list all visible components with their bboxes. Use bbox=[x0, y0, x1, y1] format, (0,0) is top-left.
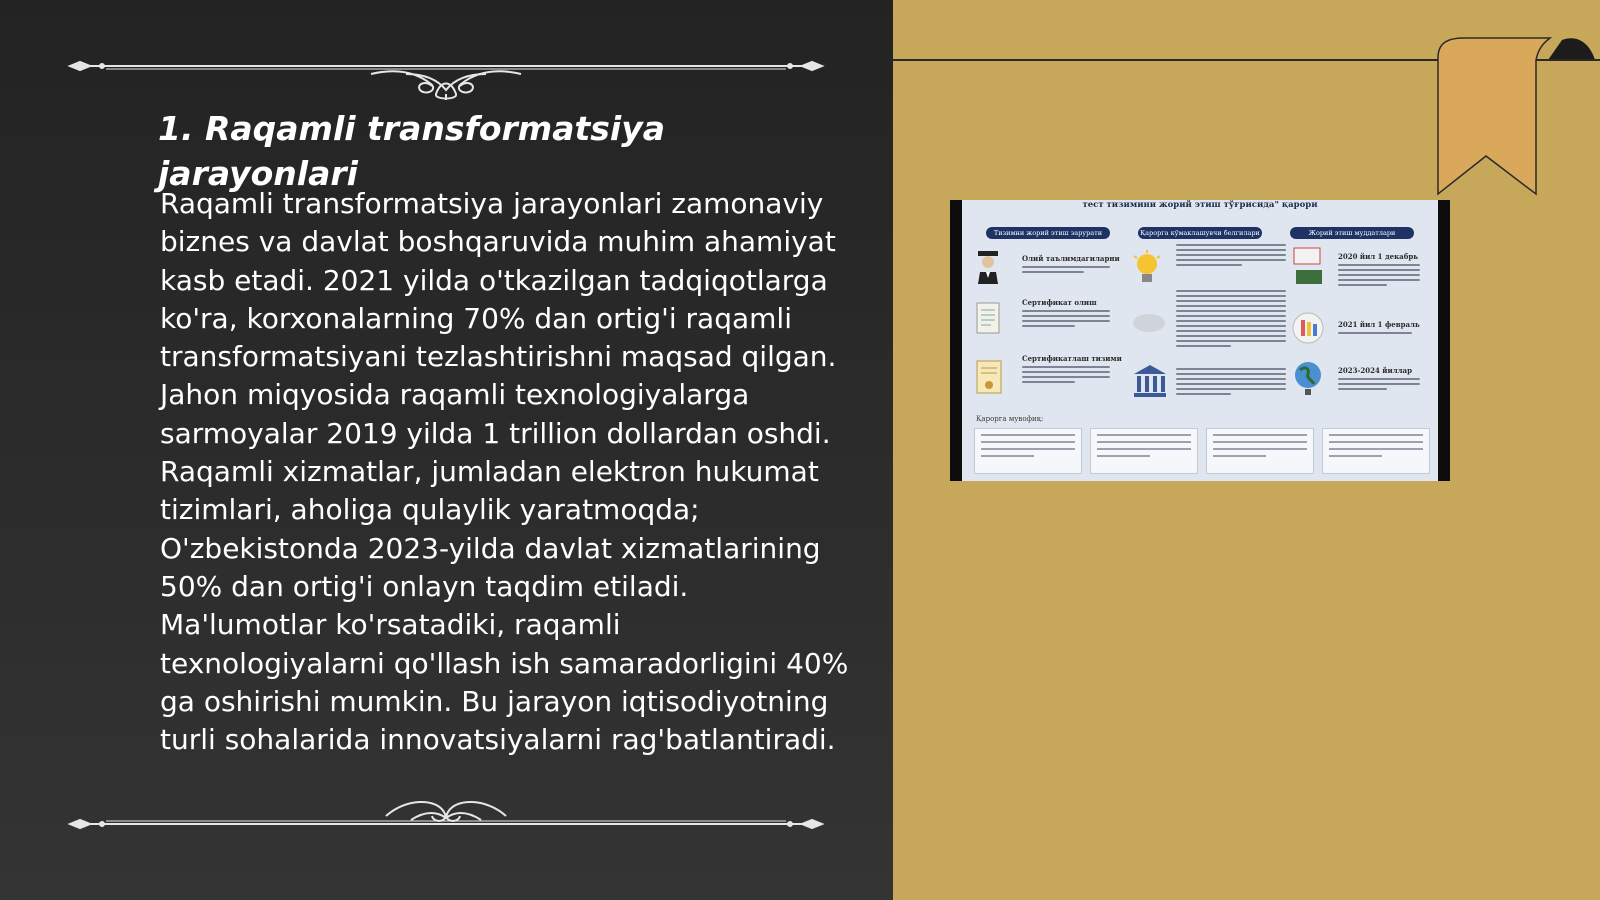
bookmark-ribbon-icon bbox=[1430, 30, 1600, 200]
lab-flask-icon bbox=[1292, 312, 1324, 344]
handshake-icon bbox=[1132, 312, 1166, 334]
infographic-summary-box bbox=[1090, 428, 1198, 474]
infographic-item-text bbox=[1022, 266, 1110, 276]
infographic-content bbox=[962, 200, 1438, 481]
globe-icon bbox=[1292, 360, 1324, 396]
infographic-column-header: Жорий этиш муддатлари bbox=[1290, 227, 1414, 239]
infographic-item-text bbox=[1338, 264, 1420, 289]
infographic-text-block bbox=[1176, 368, 1286, 398]
infographic-item-text bbox=[1338, 332, 1420, 337]
infographic-item-text bbox=[1338, 378, 1420, 393]
books-icon bbox=[1292, 246, 1324, 288]
lightbulb-icon bbox=[1132, 250, 1162, 284]
infographic-column-header: Қарорга кўмаклашувчи белгилари bbox=[1138, 227, 1262, 239]
infographic-timeline-date: 2023-2024 йиллар bbox=[1338, 366, 1412, 375]
infographic-timeline-date: 2021 йил 1 февраль bbox=[1338, 320, 1420, 329]
infographic-summary-box bbox=[1322, 428, 1430, 474]
infographic-image bbox=[950, 200, 1450, 481]
infographic-timeline-date: 2020 йил 1 декабрь bbox=[1338, 252, 1419, 261]
certificate-icon bbox=[976, 360, 1002, 394]
infographic-summary-box bbox=[974, 428, 1082, 474]
infographic-text-block bbox=[1176, 244, 1286, 269]
infographic-item-text bbox=[1022, 366, 1110, 386]
graduate-icon bbox=[976, 248, 1000, 284]
document-icon bbox=[976, 302, 1000, 334]
infographic-text-block bbox=[1176, 290, 1286, 350]
infographic-item-title: Олий таълимдагиларни bbox=[1022, 254, 1120, 263]
infographic-item-title: Сертификатлаш тизими bbox=[1022, 354, 1122, 363]
infographic-column-header: Тизимни жорий этиш зарурати bbox=[986, 227, 1110, 239]
government-building-icon bbox=[1132, 364, 1168, 398]
infographic-bottom-label: Қарорга мувофиқ: bbox=[976, 415, 1044, 423]
infographic-item-text bbox=[1022, 310, 1110, 330]
infographic-item-title: Сертификат олиш bbox=[1022, 298, 1097, 307]
bottom-flourish-divider-icon bbox=[66, 790, 826, 840]
top-flourish-divider-icon bbox=[66, 50, 826, 100]
slide-title: 1. Raqamli transformatsiya jarayonlari bbox=[158, 109, 665, 193]
slide-body-text: Raqamli transformatsiya jarayonlari zamonaviy biznes va davlat boshqaruvida muhim ahamiyat kasb etadi. 2021 yilda o'tkazilgan tadqiqotlarga ko'ra, korxonalarning 70% dan ortig'i raqamli transformatsiyani tezlashtirishni maqsad qilgan. Jahon miqyosida raqamli texnologiyalarga sarmoyalar 2019 yilda 1 trillion dollardan oshdi. Raqamli xizmatlar, jumladan elektron hukumat tizimlari, aholiga qulaylik yaratmoqda; O'zbekistonda 2023-yilda davlat xizmatlarining 50% dan ortig'i onlayn taqdim etiladi. Ma'lumotlar ko'rsatadiki, raqamli texnologiyalarni qo'llash ish samaradorligini 40% ga oshirishi mumkin. Bu jarayon iqtisodiyotning turli sohalarida innovatsiyalarni rag'batlantiradi. bbox=[160, 187, 849, 757]
infographic-summary-box bbox=[1206, 428, 1314, 474]
infographic-heading: тест тизимини жорий этиш тўғрисида" қарори bbox=[1082, 200, 1318, 210]
